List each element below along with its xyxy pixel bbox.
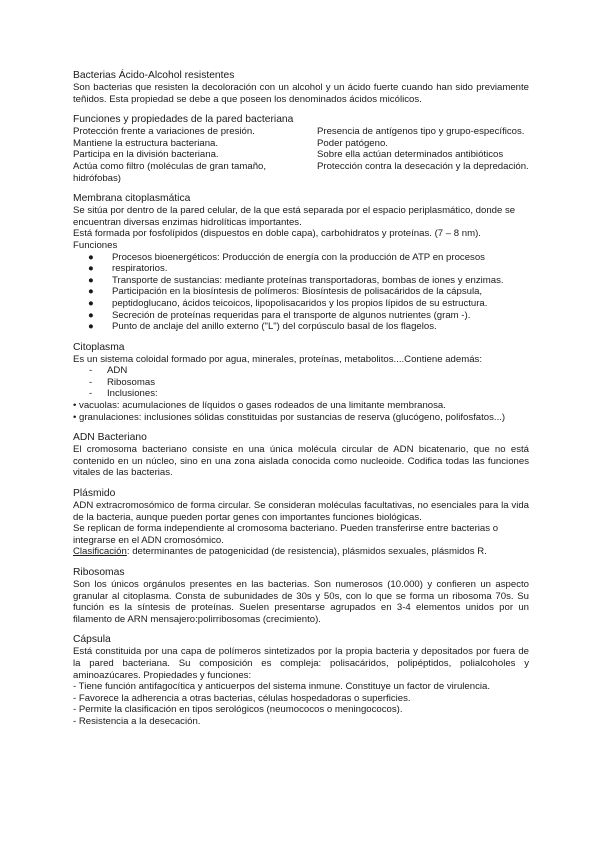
dash-icon: - <box>89 388 93 400</box>
label: Clasificación <box>73 546 127 558</box>
list-item: ● peptidoglucano, ácidos teicoicos, lipopolisacaridos y los propios lípidos de su estructura. <box>88 297 488 309</box>
paragraph: Está constituida por una capa de polímeros sintetizados por la propia bacteria y depositados por fuera de la pared bacteriana. Su composición es compleja: polisacáridos, polipéptidos, polialcoholes y aminoazúcares. Propiedades y funciones: <box>73 646 529 681</box>
bullet-icon: ● <box>88 274 94 286</box>
section-title: Cápsula <box>73 634 111 646</box>
bullet-list <box>73 252 529 333</box>
list-item: ● Punto de anclaje del anillo externo ("L") del corpúsculo basal de los flagelos. <box>88 321 437 333</box>
list-item: - Ribosomas <box>89 376 155 388</box>
section-title: Bacterias Ácido-Alcohol resistentes <box>73 70 235 81</box>
section-capsula <box>73 634 529 727</box>
list-item: Participa en la división bacteriana. <box>73 149 219 161</box>
section-citoplasma <box>73 342 529 424</box>
paragraph: Está formada por fosfolípidos (dispuestos en doble capa), carbohidratos y proteínas. (7 – 8 nm). <box>73 228 481 240</box>
list-item: Mantiene la estructura bacteriana. <box>73 137 219 149</box>
paragraph: Son bacterias que resisten la decoloración con un alcohol y un ácido fuerte cuando han sido previamente teñidos. Esta propiedad se debe a que poseen los denominados ácidos micólicos. <box>73 82 529 105</box>
section-plasmido <box>73 488 529 558</box>
list-item: ● Transporte de sustancias: mediante proteínas transportadoras, bombas de iones y enzimas. <box>88 274 504 286</box>
list-item: ● Procesos bioenergéticos: Producción de energía con la producción de ATP en procesos <box>88 251 485 263</box>
bullet-icon: ● <box>88 251 94 263</box>
section-acido-alcohol <box>73 70 529 105</box>
list-item: - Permite la clasificación en tipos serológicos (neumococos o meningococos). <box>73 704 403 716</box>
list-item: Presencia de antígenos tipo y grupo-específicos. <box>317 126 525 138</box>
section-title: Ribosomas <box>73 567 125 578</box>
section-title: ADN Bacteriano <box>73 432 147 444</box>
dash-icon: - <box>89 376 93 388</box>
list-item: ● Participación en la biosíntesis de polímeros: Biosíntesis de polisacáridos de la cápsula, <box>88 286 483 298</box>
list-item: Actúa como filtro (moléculas de gran tamaño, hidrófobas) <box>73 160 267 184</box>
section-title: Funciones y propiedades de la pared bacteriana <box>73 114 294 126</box>
paragraph: Es un sistema coloidal formado por agua, minerales, proteínas, metabolitos....Contiene además: <box>73 353 483 365</box>
paragraph: • vacuolas: acumulaciones de líquidos o gases rodeados de una limitante membranosa. <box>73 400 446 412</box>
paragraph: Se replican de forma independiente al cromosoma bacteriano. Pueden transferirse entre bacterias o integrarse en el ADN cromosómico. <box>73 523 499 546</box>
section-ribosomas <box>73 567 529 625</box>
subtitle: Funciones <box>73 239 118 251</box>
list-item: Protección contra la desecación y la depredación. <box>317 160 529 172</box>
list-item: - ADN <box>89 365 128 377</box>
dash-icon: - <box>89 365 93 377</box>
section-membrana <box>73 193 529 333</box>
list-item: - Inclusiones: <box>89 388 158 400</box>
paragraph: • granulaciones: inclusiones sólidas constituidas por sustancias de reserva (glucógeno, polifosfatos...) <box>73 411 506 423</box>
section-title: Plásmido <box>73 488 116 500</box>
section-adn <box>73 432 529 479</box>
document-page <box>73 70 529 728</box>
paragraph: Se sitúa por dentro de la pared celular, de la que está separada por el espacio periplasmático, donde se encuentran diversas enzimas hidrolíticas importantes. <box>73 205 516 228</box>
list-item: - Favorece la adherencia a otras bacterias, células hospedadoras o superficies. <box>73 692 411 704</box>
section-pared-bacteriana <box>73 114 529 184</box>
two-column-list <box>73 126 529 184</box>
bullet-icon: ● <box>88 321 94 333</box>
bullet-icon: ● <box>88 309 94 321</box>
list-item: Sobre ella actúan determinados antibióticos <box>317 149 504 161</box>
list-item: Poder patógeno. <box>317 137 388 149</box>
section-title: Citoplasma <box>73 341 125 353</box>
paragraph: Son los únicos orgánulos presentes en las bacterias. Son numerosos (10.000) y confieren un aspecto granular al citoplasma. Consta de subunidades de 30s y 50s, con lo que se forma un ribosoma 70s. Su función es la síntesis de proteínas. Suelen presentarse agrupados en 3-4 elementos unidos por un filamento de ARN mensajero:polirribosomas (crecimiento). <box>73 579 529 625</box>
paragraph: ADN extracromosómico de forma circular. Se consideran moléculas facultativas, no esenciales para la vida de la bacteria, aunque pueden portar genes con importantes funciones biológicas. <box>73 500 529 523</box>
list-item: ● respiratorios. <box>88 263 168 275</box>
bullet-icon: ● <box>88 297 94 309</box>
right-column <box>317 126 529 184</box>
bullet-icon: ● <box>88 263 94 275</box>
paragraph: Clasificación: determinantes de patogenicidad (de resistencia), plásmidos sexuales, plásmidos R. <box>73 546 487 558</box>
list-item: ● Secreción de proteínas requeridas para el transporte de algunos nutrientes (gram -). <box>88 309 471 321</box>
list-item: - Resistencia a la desecación. <box>73 715 201 727</box>
left-column <box>73 126 285 184</box>
list-item: Protección frente a variaciones de presión. <box>73 126 255 138</box>
paragraph: El cromosoma bacteriano consiste en una única molécula circular de ADN bicatenario, que no está contenido en un núcleo, sino en una zona aislada conocida como nucleoide. Codifica todas las funciones vitales de las bacterias. <box>73 444 529 479</box>
dash-list <box>73 365 529 400</box>
list-item: - Tiene función antifagocítica y anticuerpos del sistema inmune. Constituye un factor de virulencia. <box>73 681 491 693</box>
section-title: Membrana citoplasmática <box>73 193 191 205</box>
bullet-icon: ● <box>88 286 94 298</box>
